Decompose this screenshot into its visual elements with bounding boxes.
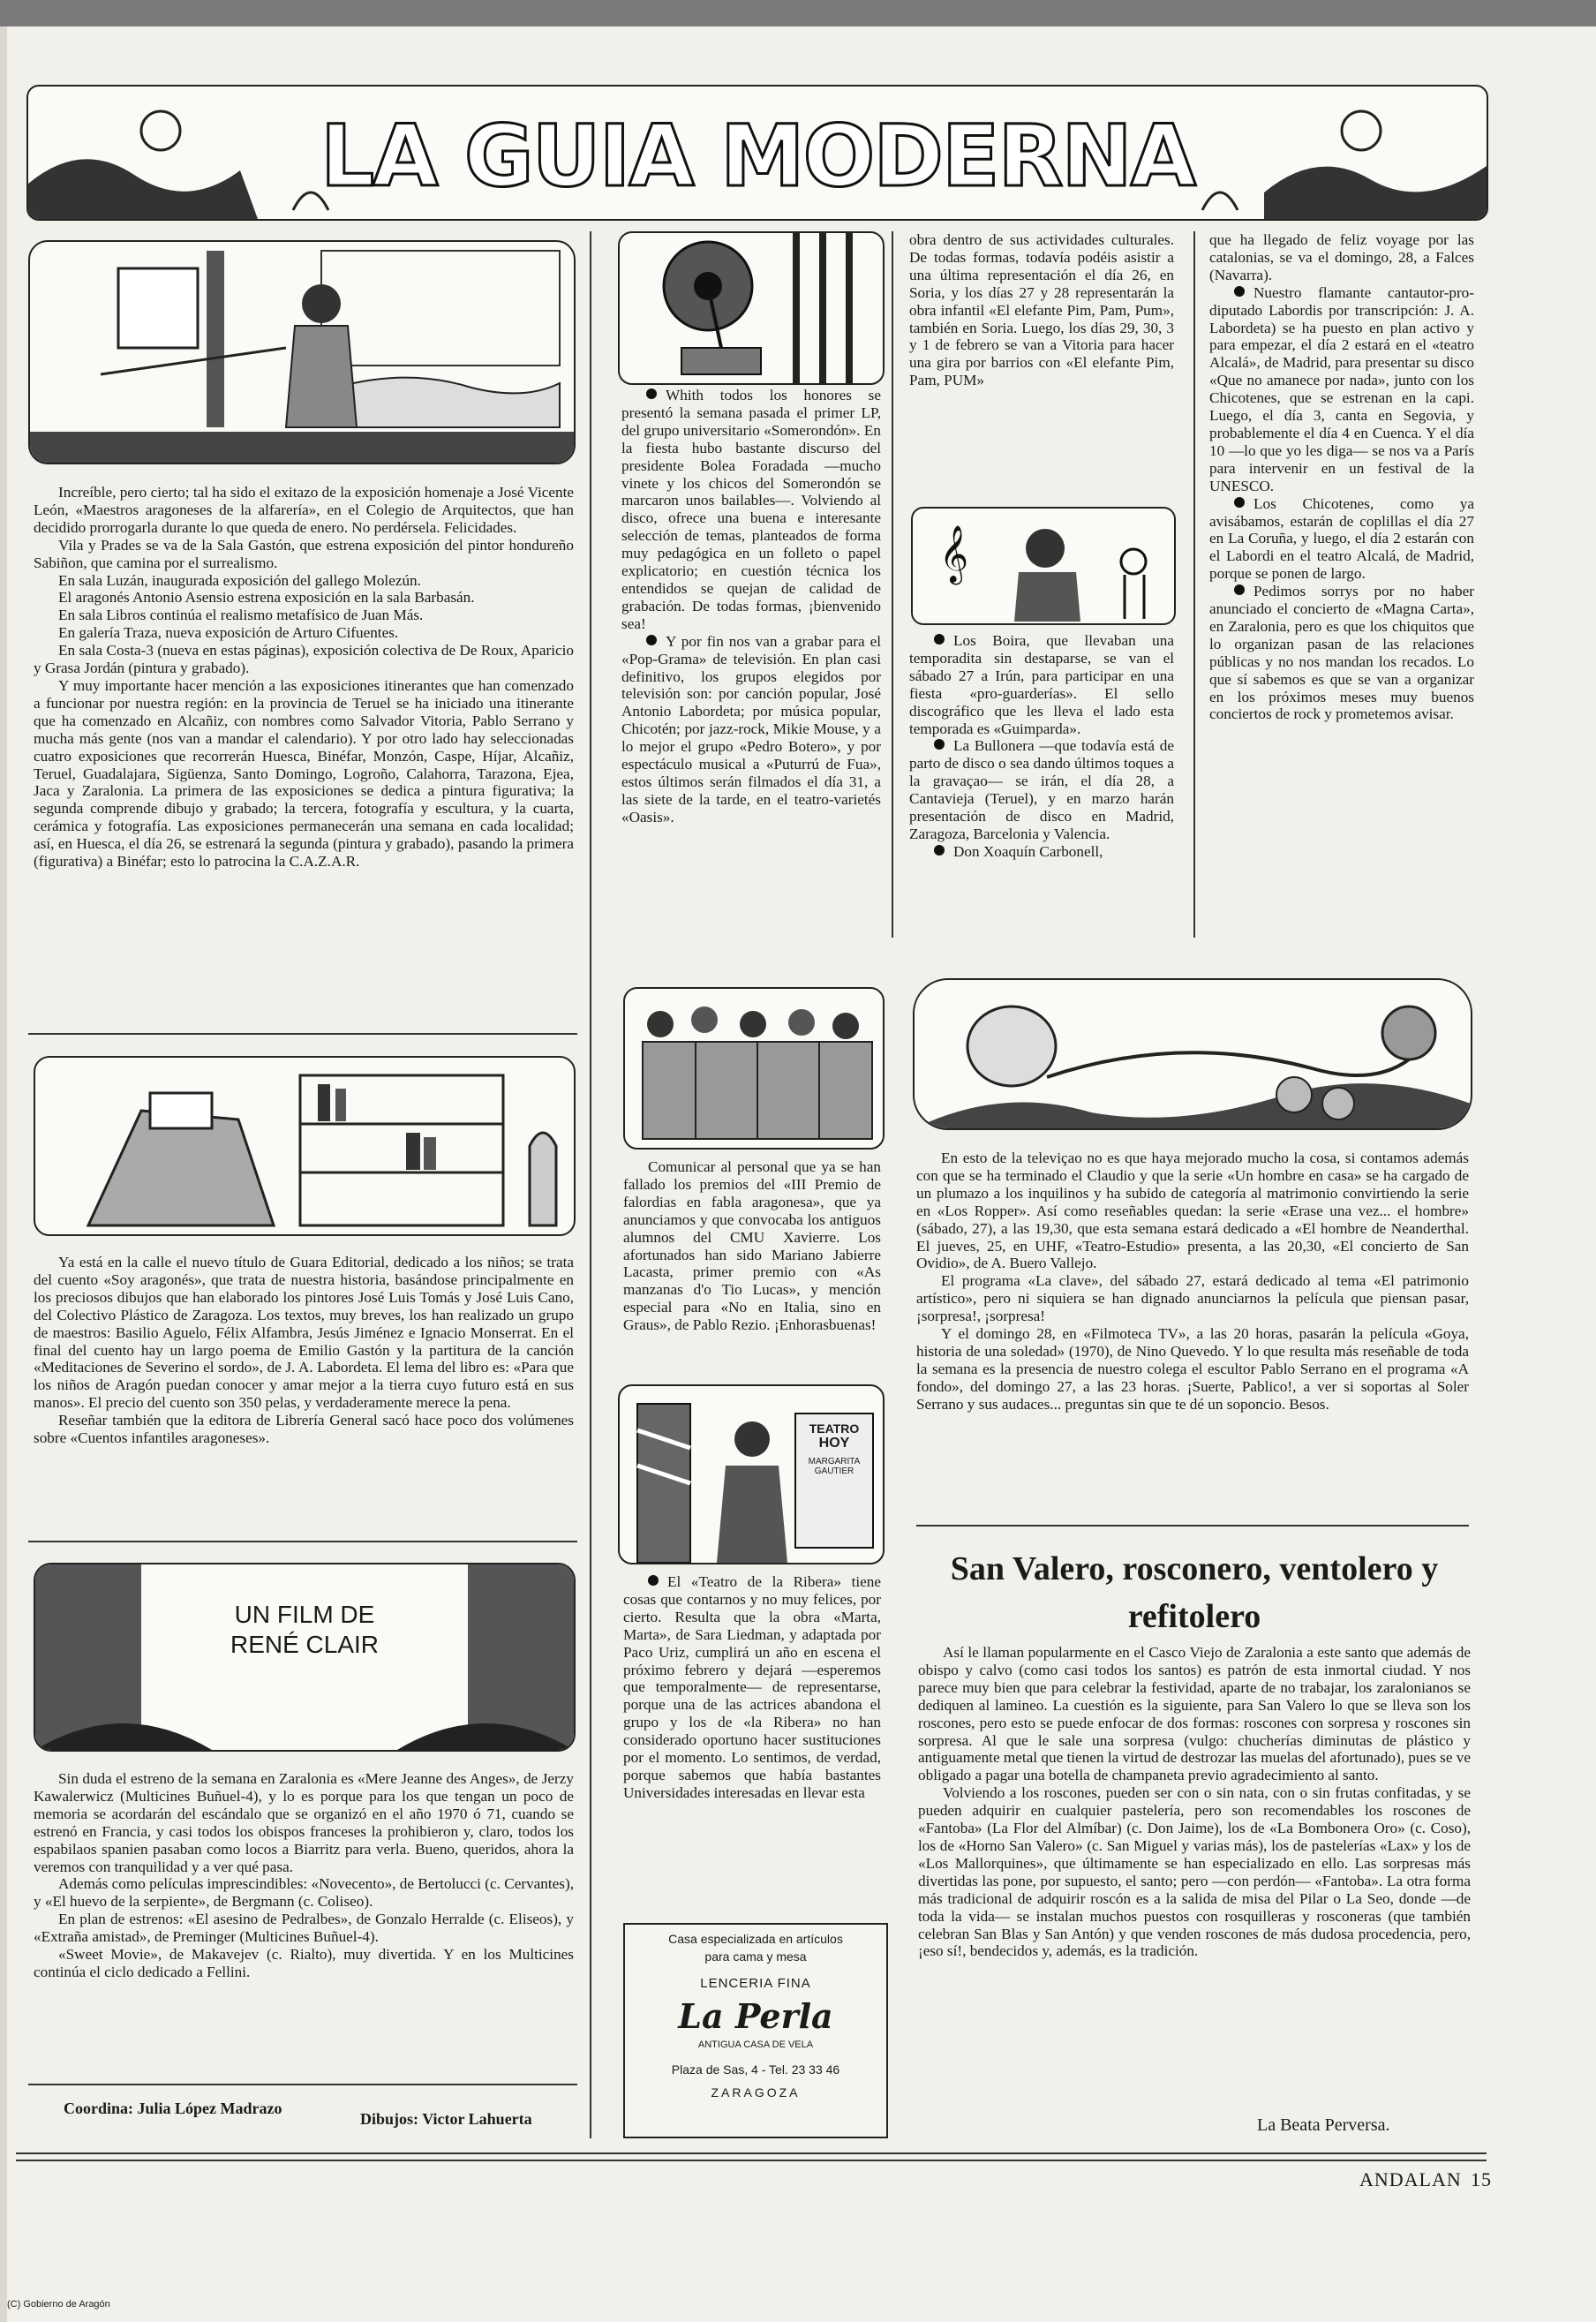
col4-a-p2 [1209, 495, 1474, 584]
col3-b-p0-text: Los Boira, que llevaban una temporadita sin destaparse, se van el sábado 27 a Irún, para participar en una fiesta «pro-guarderías». El sello discográfico que les lleva el lado esta temporada es «Guimparda». [909, 632, 1174, 737]
col1-b-p0: Ya está en la calle el nuevo título de Guara Editorial, dedicado a los niños; se trata del cuento «Soy aragonés», que trata de nuestra historia, basándose principalmente en los preciosos dibujos que han elaborado los pintores José Luis Tomás y José Luis Cano, del Colectivo Plástico de Zaragoza. Los textos, muy breves, los han realizado un grupo de maestros: Basilio Aguelo, Félix Alfambra, Jesús Jiménez e Ignacio Monserrat. En el final del cuento hay un largo poema de Emilio Gastón y la partitura de la canción «Meditaciones de Severino el sordo», de J. A. Labordeta. El lema del libro es: «Para que los niños de Aragón puedan conocer y amar mejor a la tierra cuyo futuro está en sus manos». El precio del cuento son 350 pelas, y verdaderamente merece la pena. [34, 1254, 574, 1412]
footer-page-number: 15 [1471, 2168, 1492, 2190]
footer-copyright: (C) Gobierno de Aragón [7, 2299, 110, 2310]
footer-magazine: ANDALAN [1359, 2168, 1462, 2190]
col4-a-p1 [1209, 284, 1474, 495]
advert-line-2: para cama y mesa [704, 1949, 807, 1964]
footer-rule [16, 2152, 1487, 2154]
theatre-poster-line3: MARGARITA GAUTIER [808, 1457, 861, 1476]
illustration-gramophone [618, 231, 885, 385]
credit-drawings: Dibujos: Victor Lahuerta [360, 2110, 532, 2128]
masthead-banner [26, 85, 1488, 221]
bullet-icon [934, 739, 945, 750]
col4-a-p3-text: Pedimos sorrys por no haber anunciado el concierto de «Magna Carta», en Zaralonia, pero es que los chiquitos que lo organizan pasan de las relaciones públicas y no nos mandan los recados. Lo que sí sabemos es que se van a organizar en los próximos meses muy buenos conciertos de rock y prometemos avisar. [1209, 583, 1474, 723]
col1-c-p2: En plan de estrenos: «El asesino de Pedralbes», de Gonzalo Herralde (c. Eliseos), y «Extraña amistad», de Preminger (Multicines Buñuel-4). [34, 1911, 574, 1946]
col1-a-p0: Increíble, pero cierto; tal ha sido el exitazo de la exposición homenaje a José Vicente León, «Maestros aragoneses de la alfarería», en el Colegio de Arquitectos, que han decidido prorrogarla durante lo que queda de enero. No perdérsela. Felicidades. [34, 484, 574, 536]
col1-c-p3: «Sweet Movie», de Makavejev (c. Rialto), muy divertida. Y en los Multicines continúa el ciclo dedicado a Fellini. [34, 1946, 574, 1980]
col3-b-p1-text: La Bullonera —que todavía está de parto de disco o sea dando últimos toques a la gravaçao— se irán, el día 28, a Cantavieja (Teruel), y en marzo harán presentación de disco en Madrid, Zaragoza, Barcelonia y Valencia. [909, 737, 1174, 842]
theatre-poster-board [794, 1413, 874, 1549]
col3-block-a [909, 231, 1174, 389]
bullet-icon [648, 1575, 659, 1586]
credit-coordination: Coordina: Julia López Madrazo [64, 2100, 282, 2117]
col1-a-p5: En galería Traza, nueva exposición de Arturo Cifuentes. [58, 624, 399, 642]
col3-b-p1 [909, 737, 1174, 842]
col3-b-p2-text: Don Xoaquín Carbonell, [953, 842, 1103, 860]
col2-c-p0-text: El «Teatro de la Ribera» tiene cosas que contarnos y no muy felices, por cierto. Resulta que la obra «Marta, Marta», de Sara Liedman, y adaptada por Paco Uriz, cumplirá un año en escena el próximo febrero y dejará —esperemos que temporalmente— de representarse, porque una de las actrices abandona el grupo y los de «la Ribera» no han considerado oportuno hacer sustituciones por el momento. Lo sentimos, de verdad, porque sabemos que había bastantes Universidades interesadas en llevar esta [623, 1573, 881, 1801]
col2-a-p0-text: Whith todos los honores se presentó la semana pasada el primer LP, del grupo universitario «Somerondón». En la fiesta hubo bastante discurso del presidente Bolea Foradada —mucho vinete y los chicos del Somerondón se marcaron unos bailables—. Volviendo al disco, ofrece una buena e interesante selección de temas, planteados de forma muy pedagógica en un folleto o papel explicatorio; en cuestión técnica los entendidos se quejan de calidad de grabación. De todas formas, ¡bienvenido sea! [621, 387, 881, 632]
col4-a-p0: que ha llegado de feliz voyage por las catalonias, se va el domingo, 28, a Falces (Navarra). [1209, 231, 1474, 283]
col1-b-p1: Reseñar también que la editora de Librería General sacó hace poco dos volúmenes sobre «Cuentos infantiles aragoneses». [34, 1412, 574, 1447]
col2-c-p0 [623, 1573, 881, 1802]
col1-a-p3: El aragonés Antonio Asensio estrena exposición en la sala Barbasán. [58, 589, 475, 607]
col1-c-p0: Sin duda el estreno de la semana en Zaralonia es «Mere Jeanne des Anges», de Jerzy Kawalerwicz (Multicines Buñuel-4), y lo es porque para los que tengan un poco de memoria se acordarán del escándalo que se organizó en el año 1970 ó 71, cuando se estrenó en Francia, y casi todos los obispos franceses la prohibieron y, claro, todos los espabilaos spanien pasaban como locos a Biarritz para verla. Bueno, queridos, ahora la veremos con tranquilidad y a ver qué pasa. [34, 1770, 574, 1875]
tv-divider [916, 1525, 1469, 1527]
col3-b-p0 [909, 632, 1174, 737]
tv-p2: Y el domingo 28, en «Filmoteca TV», a las 20 horas, pasarán la película «Goya, historia de una soledad» (1970), de Nino Quevedo. Y lo que resulta más reseñable de toda la semana es la presencia de nuestro colega el escultor Pablo Serrano en el programa «A fondo», del domingo 27, a las 23 horas. ¡Suerte, Pablico!, a ver si soportas al Soler Serrano y sus audaces... preguntas sin que te dé un soponcio. Besos. [916, 1325, 1469, 1413]
article-signature: La Beata Perversa. [1257, 2115, 1390, 2135]
bullet-icon [1234, 497, 1245, 508]
article-headline: San Valero, rosconero, ventolero y refitolero [950, 1550, 1439, 1635]
column-rule-1 [590, 231, 591, 2138]
col1-block-b [34, 1254, 574, 1447]
col1-block-a [34, 484, 574, 871]
illustration-theatre-poster [618, 1384, 885, 1564]
bullet-icon [646, 635, 657, 645]
col1-a-p7: Y muy importante hacer mención a las exposiciones itinerantes que han comenzado a funcionar por nuestra región: en la provincia de Teruel se ha iniciado una itinerante que ha comenzado en Alcañiz, con nombres como Salvador Vitoria, Pablo Serrano y mucha más gente (nos van a mandar el calendario). Y por otro lado hay seleccionadas cuatro exposiciones que recorrerán Huesca, Binéfar, Monzón, Caspe, Híjar, Alcañiz, Teruel, Guadalajara, Sigüenza, Santo Domingo, Logroño, Calahorra, Tarazona, Ejea, Jaca y Zaralonia. La primera de las exposiciones se dedica a pintura figurativa; la segunda comprende dibujo y grabado; la tercera, fotografía y escultura, y la cuarta, cerámica y fotografía. Las exposiciones permanecerán una semana en cada localidad; así, en Huesca, el día 26, se estrenará la segunda (pintura y grabado), pasando la primera (figurativa) a Binéfar; esto lo patrocina la C.A.Z.A.R. [34, 676, 574, 871]
col1-divider-1 [28, 1033, 577, 1035]
column-rule-2 [1193, 231, 1195, 938]
bullet-icon [934, 845, 945, 856]
article-p0: Así le llaman popularmente en el Casco Viejo de Zaralonia a este santo que además de obispo y calvo (como casi todos los santos) es patrón de esta inmortal ciudad. Y nos parece muy bien que para celebrar la festividad, aparte de no trabajar, los zaralonianos se dediquen al lamineo. La cuestión es la siguiente, para San Valero lo que se lleva son los roscones, pero esto se puede enfocar de dos formas: roscones con sorpresa y roscones sin sorpresa. Al que le sale una sorpresa (vulgo: chucherías diminutas de plástico y antiguamente metal que tienen la virtud de destrozar las muelas del afortunado), pues se ve obligado a pagar una botella de champaneta previo agradecimiento al santo. [918, 1644, 1471, 1784]
col2-block-c [623, 1573, 881, 1802]
advert-la-perla [623, 1923, 888, 2138]
advert-line-4: ANTIGUA CASA DE VELA [697, 2039, 814, 2050]
illustration-reader-bookshelf [34, 1056, 576, 1236]
col1-divider-3 [28, 2084, 577, 2085]
advert-line-3: LENCERIA FINA [700, 1976, 811, 1991]
column-rule-2b [892, 231, 893, 938]
col3-b-p2 [909, 843, 1174, 861]
col2-a-p0 [621, 387, 881, 633]
advert-brand-logo: La Perla [678, 1996, 833, 2036]
col1-a-p2: En sala Luzán, inaugurada exposición del gallego Molezún. [58, 571, 421, 589]
col2-a-p1-text: Y por fin nos van a grabar para el «Pop-Grama» de televisión. En plan casi definitivo, los grupos elegidos por televisión son: por canción popular, José Antonio Labordeta; por música popular, Chicotén; por jazz-rock, Mikie Mouse, y a lo mejor el grupo «Pedro Botero», y por espectáculo musical a «Puturrú de Fua», estos últimos serán filmados el día 31, a las siete de la tarde, en el teatro-varietés «Oasis». [621, 632, 881, 826]
bullet-icon [934, 634, 945, 645]
col1-c-p1: Además como películas imprescindibles: «Novecento», de Bertolucci (c. Cervantes), y «El huevo de la serpiente», de Bergmann (c. Coliseo). [34, 1875, 574, 1911]
col3-a-p0: obra dentro de sus actividades culturales. De todas formas, todavía podéis asistir a una última representación el día 26, en Soria, y los días 27 y 28 representarán la obra infantil «El elefante Pim, Pam, Pum», también en Soria. Luego, los días 29, 30, 3 y 1 de febrero se van a Vitoria para hacer una gira por barrios con «El elefante Pim, Pam, PUM» [909, 231, 1174, 389]
col4-block-a [1209, 231, 1474, 723]
col2-b-p0: Comunicar al personal que ya se han fallado los premios del «III Premio de falordias en fabla aragonesa», que ya anunciamos y que convocaba los antiguos alumnos del CMU Xavierre. Los afortunados han sido Mariano Jabierre Lacasta, primer premio con «As manzanas d'o Tio Lucas», y mención especial para «No en Italia, sino en Graus», de Pablo Rezio. ¡Enhorasbuenas! [623, 1158, 881, 1334]
bullet-icon [1234, 286, 1245, 297]
advert-line-1: Casa especializada en artículos [668, 1932, 843, 1946]
col1-a-p1: Vila y Prades se va de la Sala Gastón, que estrena exposición del pintor hondureño Sabiñon, que camina por el surrealismo. [34, 536, 574, 571]
advert-line-6: ZARAGOZA [711, 2085, 801, 2100]
illustration-reclining-figure [913, 978, 1472, 1130]
col2-block-a [621, 387, 881, 826]
svg-text:𝄞: 𝄞 [939, 525, 969, 583]
tv-block [916, 1150, 1469, 1414]
col4-a-p3 [1209, 583, 1474, 723]
masthead-title: LA GUIA MODERNA [320, 107, 1195, 206]
tv-p1: El programa «La clave», del sábado 27, estará dedicado al tema «El patrimonio artístico», pero ni siquiera se han dignado anunciarnos la película que piensan pasar, ¡sorpresa!, ¡sorpresa! [916, 1272, 1469, 1325]
theatre-poster-line2: HOY [818, 1436, 850, 1451]
illustration-pianist [911, 507, 1176, 625]
col1-block-c [34, 1770, 574, 1981]
col1-a-p6: En sala Costa-3 (nueva en estas páginas), exposición colectiva de De Roux, Aparicio y Grasa Jordán (pintura y grabado). [34, 642, 574, 677]
col3-block-b [909, 632, 1174, 861]
bullet-icon [1234, 584, 1245, 595]
illustration-toast-crowd [623, 987, 885, 1150]
illustration-film-poster [34, 1563, 576, 1752]
col2-block-b [623, 1158, 881, 1334]
theatre-poster-line1: TEATRO [809, 1421, 860, 1436]
illustration-artist-drawing [28, 240, 576, 464]
article-body [918, 1644, 1471, 1960]
bullet-icon [646, 388, 657, 399]
article-p1: Volviendo a los roscones, pueden ser con o sin nata, con o sin frutas confitadas, y se pueden adquirir en cualquier pastelería, pero son recomendables los roscones de «Fantoba» (La Flor del Almíbar) (c. Don Jaime), los de «La Bombonera Oro» (c. Coso), los de «Horno San Valero» (c. San Miguel y varias más), los de pastelerías «Lax» y los de «Los Mallorquines», que últimamente se han especializado en ello. Las sorpresas más divertidas las pone, por supuesto, el santo; pero —con perdón— «Fantoba». La otra forma más tradicional de adquirir roscón es a la salida de misa del Pilar o La Seo, donde —de toda la vida— se instalan muchos puestos con rosquilleras y rosconeras (que también celebran San Blas y San Antón) y que venden roscones de más dudosa procedencia, pero, ¡eso sí!, bendecidos y, además, es la tradición. [918, 1784, 1471, 1960]
col2-a-p1 [621, 633, 881, 826]
col1-divider-2 [28, 1541, 577, 1542]
film-poster-title: UN FILM DE RENÉ CLAIR [230, 1601, 380, 1658]
advert-line-5: Plaza de Sas, 4 - Tel. 23 33 46 [671, 2062, 840, 2077]
col1-a-p4: En sala Libros continúa el realismo metafísico de Juan Más. [58, 607, 424, 624]
col4-a-p1-text: Nuestro flamante cantautor-pro-diputado Labordis por transcripción: J. A. Labordeta) se ha puesto en plan activo y para empezar, el día 2 estará en el «teatro Alcalá», de Madrid, para presentar su disco «Que no amanece por nada», junto con los Chicotenes, que se estrenan en la capi. Luego, el día 3, canta en Segovia, y probablemente el día 4 en Cuenca. Y el día 10 —lo que yo les diga— se nos va a París para intervenir en un festival de la UNESCO. [1209, 283, 1474, 494]
tv-p0: En esto de la televiçao no es que haya mejorado mucho la cosa, si contamos además con que se ha terminado el Claudio y que la serie «Un hombre en casa» se ha cargado de un plumazo a los inquilinos y ha subido de categoría al matrimonio convirtiendo la serie en «Los Ropper». Así como reseñables quedan: la serie «Erase una vez... el hombre» (sábado, 27), a las 19,30, que esta semana estará dedicado a «El hombre de Neanderthal. El jueves, 25, en UHF, «Teatro-Estudio» presenta, a las 20,30, «El concierto de San Ovidio», de A. Buero Vallejo. [916, 1150, 1469, 1272]
col4-a-p2-text: Los Chicotenes, como ya avisábamos, estarán de coplillas el día 27 en La Coruña, y luego, el día 2 estarán con el Labordi en el teatro Alcalá, de Madrid, porque se ponen de largo. [1209, 494, 1474, 583]
footer-rule-2 [16, 2160, 1487, 2161]
